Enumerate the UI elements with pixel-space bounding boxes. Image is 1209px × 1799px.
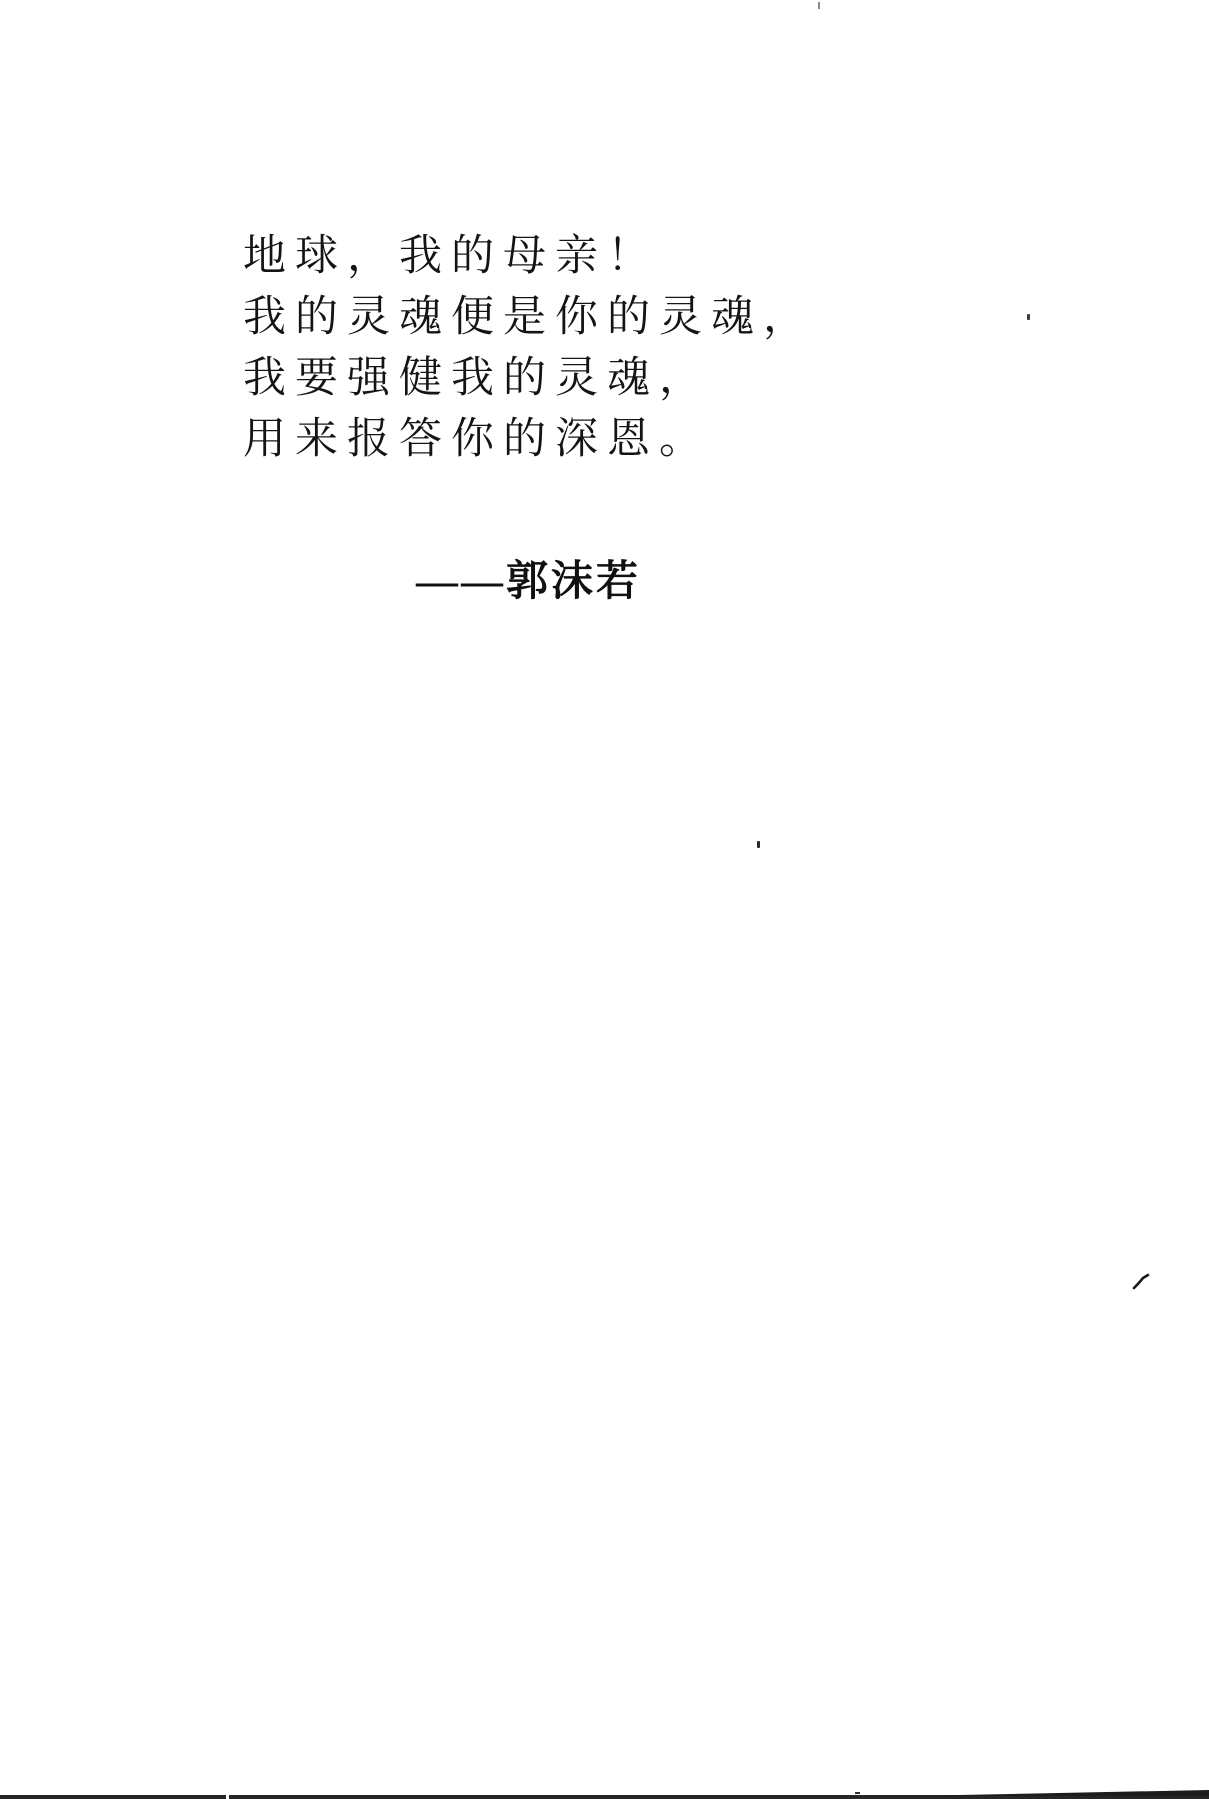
scan-artifact-speck xyxy=(757,841,760,848)
scan-artifact-speck xyxy=(855,1792,860,1794)
poem-line: 我要强健我的灵魂， xyxy=(243,355,711,402)
poem-attribution: ——郭沫若 xyxy=(416,559,642,605)
scan-artifact-pen-mark xyxy=(1132,1272,1152,1290)
poem-excerpt xyxy=(243,226,815,470)
scan-artifact-bottom-bar-gap xyxy=(226,1795,229,1799)
scan-artifact-speck xyxy=(1027,314,1030,320)
poem-line: 我的灵魂便是你的灵魂， xyxy=(243,294,815,341)
poem-line: 地球，我的母亲！ xyxy=(243,233,659,280)
scan-artifact-top-tick xyxy=(818,2,820,9)
poem-line: 用来报答你的深恩。 xyxy=(243,416,711,463)
